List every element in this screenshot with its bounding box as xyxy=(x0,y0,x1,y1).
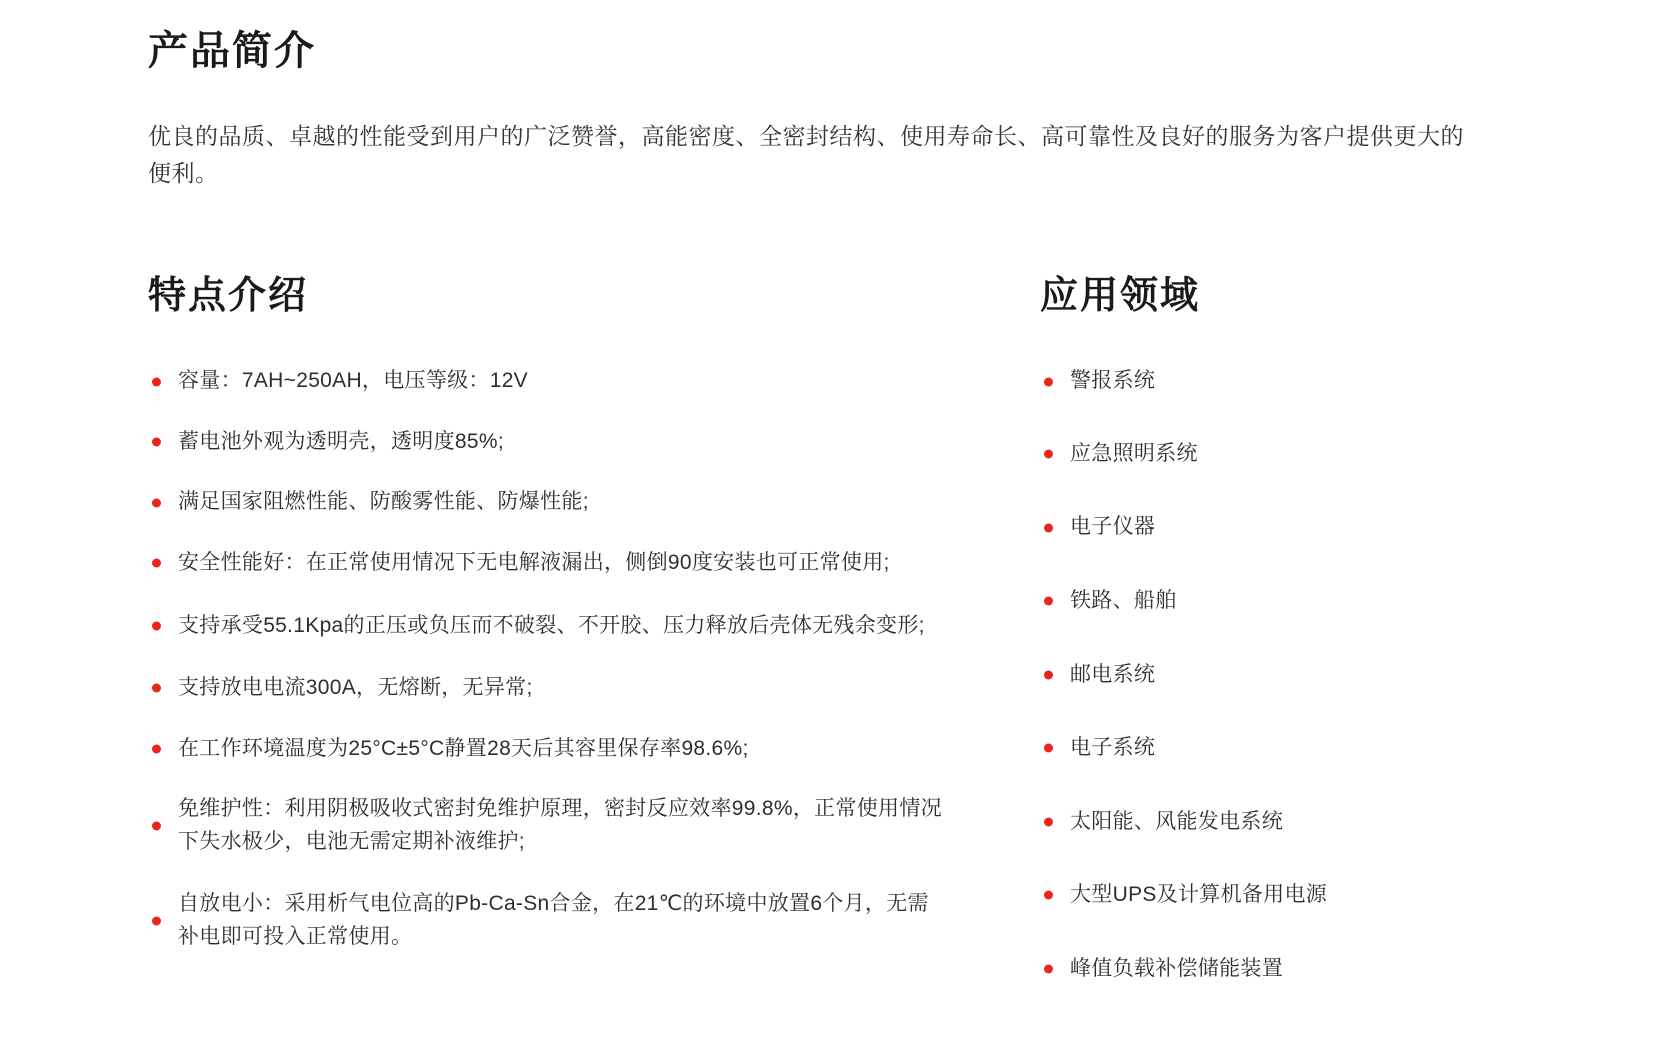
list-item-label: 支持放电电流300A，无熔断，无异常; xyxy=(178,676,533,700)
bullet-dot-icon xyxy=(1044,744,1053,753)
list-item xyxy=(148,672,948,705)
list-item-label: 峰值负载补偿储能装置 xyxy=(1070,956,1283,980)
bullet-dot-icon xyxy=(152,377,161,386)
list-item xyxy=(1040,438,1560,471)
list-item xyxy=(1040,806,1560,839)
list-item-label: 太阳能、风能发电系统 xyxy=(1070,809,1283,833)
applications-title: 应用领域 xyxy=(1040,275,1201,317)
list-item xyxy=(1040,511,1560,544)
list-item-label: 支持承受55.1Kpa的正压或负压而不破裂、不开胶、压力释放后壳体无残余变形; xyxy=(178,613,925,637)
list-item-label: 邮电系统 xyxy=(1070,662,1156,686)
applications-list xyxy=(1040,365,1560,985)
bullet-dot-icon xyxy=(1044,965,1053,974)
bullet-dot-icon xyxy=(152,559,161,568)
list-item-label: 免维护性：利用阴极吸收式密封免维护原理，密封反应效率99.8%，正常使用情况下失水极少，电池无需定期补液维护; xyxy=(178,797,942,853)
list-item xyxy=(148,733,948,766)
list-item xyxy=(148,610,948,643)
list-item xyxy=(1040,732,1560,765)
list-item xyxy=(1040,953,1560,986)
bullet-dot-icon xyxy=(1044,670,1053,679)
list-item xyxy=(148,547,948,580)
bullet-dot-icon xyxy=(152,684,161,693)
bullet-dot-icon xyxy=(1044,891,1053,900)
bullet-dot-icon xyxy=(152,821,161,830)
bullet-dot-icon xyxy=(1044,377,1053,386)
list-item-label: 容量：7AH~250AH，电压等级：12V xyxy=(178,369,528,393)
list-item-label: 应急照明系统 xyxy=(1070,441,1198,465)
list-item-label: 安全性能好：在正常使用情况下无电解液漏出，侧倒90度安装也可正常使用; xyxy=(178,551,890,575)
bullet-dot-icon xyxy=(1044,817,1053,826)
list-item xyxy=(148,365,948,398)
intro-title: 产品简介 xyxy=(148,29,316,73)
list-item-label: 自放电小：采用析气电位高的Pb-Ca-Sn合金，在21℃的环境中放置6个月，无需补电即可投入正常使用。 xyxy=(178,892,929,948)
bullet-dot-icon xyxy=(152,744,161,753)
list-item-label: 电子仪器 xyxy=(1070,515,1156,539)
list-item xyxy=(148,793,948,858)
bullet-dot-icon xyxy=(1044,450,1053,459)
bullet-dot-icon xyxy=(152,621,161,630)
features-list xyxy=(148,365,948,953)
list-item xyxy=(1040,879,1560,912)
list-item-label: 警报系统 xyxy=(1070,369,1156,393)
intro-section xyxy=(148,24,1478,216)
list-item-label: 在工作环境温度为25°C±5°C静置28天后其容里保存率98.6%; xyxy=(178,736,749,760)
bullet-dot-icon xyxy=(152,916,161,925)
bullet-dot-icon xyxy=(152,438,161,447)
features-title: 特点介绍 xyxy=(148,275,309,317)
list-item-label: 大型UPS及计算机备用电源 xyxy=(1070,883,1328,907)
list-item xyxy=(148,426,948,459)
features-section xyxy=(148,272,948,983)
list-item xyxy=(148,486,948,519)
list-item xyxy=(1040,585,1560,618)
list-item-label: 蓄电池外观为透明壳，透明度85%; xyxy=(178,429,504,453)
list-item-label: 满足国家阻燃性能、防酸雾性能、防爆性能; xyxy=(178,490,589,514)
list-item xyxy=(1040,659,1560,692)
list-item-label: 电子系统 xyxy=(1070,736,1156,760)
list-item xyxy=(1040,365,1560,398)
bullet-dot-icon xyxy=(1044,597,1053,606)
intro-body: 优良的品质、卓越的性能受到用户的广泛赞誉，高能密度、全密封结构、使用寿命长、高可靠性及良好的服务为客户提供更大的便利。 xyxy=(148,123,1464,187)
applications-section xyxy=(1040,272,1560,1026)
bullet-dot-icon xyxy=(152,498,161,507)
list-item-label: 铁路、船舶 xyxy=(1070,589,1177,613)
list-item xyxy=(148,888,948,953)
bullet-dot-icon xyxy=(1044,523,1053,532)
